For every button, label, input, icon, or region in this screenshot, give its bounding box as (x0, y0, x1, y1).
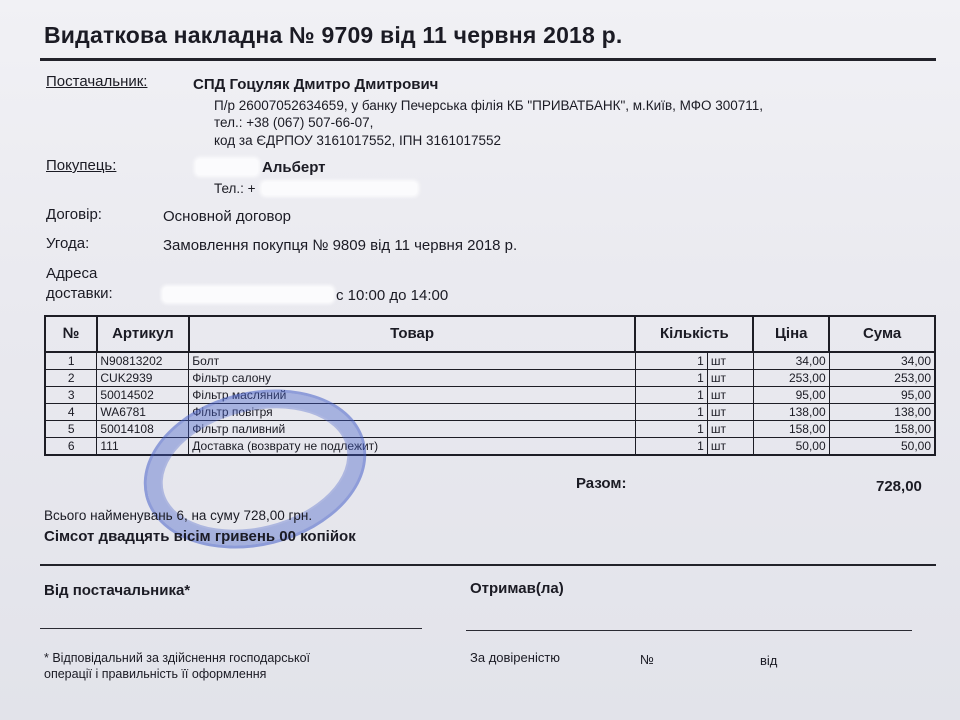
cell-unit: шт (707, 370, 753, 387)
cell-qty: 1 (635, 370, 707, 387)
cell-sku: CUK2939 (97, 370, 189, 387)
buyer-label: Покупець: (46, 157, 117, 174)
cell-sku: 50014108 (97, 421, 189, 438)
supplier-bank-line: П/р 26007052634659, у банку Печерська філія КБ "ПРИВАТБАНК", м.Київ, МФО 300711, (214, 98, 764, 113)
proxy-label: За довіреністю (470, 650, 561, 665)
cell-num: 6 (45, 438, 97, 456)
cell-num: 2 (45, 370, 97, 387)
cell-unit: шт (707, 387, 753, 404)
summary-divider (40, 564, 936, 566)
buyer-name: Альберт (262, 159, 326, 176)
footnote-line2: операції і правильність її оформлення (44, 667, 267, 681)
cell-num: 1 (45, 352, 97, 370)
from-supplier-label: Від постачальника* (44, 582, 191, 599)
table-row (45, 404, 935, 421)
redacted-phone (262, 182, 417, 195)
cell-sku: WA6781 (97, 404, 189, 421)
supplier-codes-line: код за ЄДРПОУ 3161017552, ІПН 3161017552 (214, 133, 502, 148)
header-quantity: Кількість (635, 316, 753, 352)
table-row (45, 387, 935, 404)
cell-price: 253,00 (753, 370, 829, 387)
cell-unit: шт (707, 438, 753, 456)
cell-sum: 253,00 (829, 370, 935, 387)
cell-sku: N90813202 (97, 352, 189, 370)
cell-product: Фільтр масляний (189, 387, 636, 404)
address-label-line1: Адреса (46, 265, 98, 282)
cell-product: Фільтр повітря (189, 404, 636, 421)
redacted-address (163, 287, 333, 302)
table-header-row (45, 316, 935, 352)
cell-unit: шт (707, 352, 753, 370)
cell-qty: 1 (635, 421, 707, 438)
cell-sum: 50,00 (829, 438, 935, 456)
total-value: 728,00 (876, 478, 922, 495)
cell-sum: 138,00 (829, 404, 935, 421)
buyer-phone-label: Тел.: + (214, 181, 256, 196)
receiver-signature-line (466, 630, 912, 631)
cell-sku: 50014502 (97, 387, 189, 404)
cell-unit: шт (707, 421, 753, 438)
contract-value: Основной договор (163, 208, 291, 225)
cell-qty: 1 (635, 404, 707, 421)
address-value: с 10:00 до 14:00 (336, 287, 449, 304)
supplier-phone-line: тел.: +38 (067) 507-66-07, (214, 115, 374, 130)
cell-price: 138,00 (753, 404, 829, 421)
cell-qty: 1 (635, 387, 707, 404)
cell-sum: 95,00 (829, 387, 935, 404)
header-sum: Сума (829, 316, 935, 352)
total-label: Разом: (576, 475, 627, 492)
header-num: № (45, 316, 97, 352)
cell-sum: 34,00 (829, 352, 935, 370)
cell-price: 158,00 (753, 421, 829, 438)
cell-qty: 1 (635, 438, 707, 456)
cell-qty: 1 (635, 352, 707, 370)
proxy-number-label: № (640, 652, 654, 667)
redacted-surname (196, 159, 258, 175)
header-sku: Артикул (97, 316, 189, 352)
cell-product: Фільтр паливний (189, 421, 636, 438)
deal-value: Замовлення покупця № 9809 від 11 червня 2018 р. (163, 237, 518, 254)
document-title: Видаткова накладна № 9709 від 11 червня 2018 р. (44, 22, 623, 48)
cell-num: 4 (45, 404, 97, 421)
cell-num: 3 (45, 387, 97, 404)
cell-sku: 111 (97, 438, 189, 456)
supplier-label: Постачальник: (46, 73, 148, 90)
items-count-line: Всього найменувань 6, на суму 728,00 грн. (44, 508, 313, 523)
cell-product: Болт (189, 352, 636, 370)
cell-product: Фільтр салону (189, 370, 636, 387)
proxy-date-label: від (760, 653, 778, 668)
table-row (45, 352, 935, 370)
cell-product: Доставка (возврату не подлежит) (189, 438, 636, 456)
contract-label: Договір: (46, 206, 102, 223)
footnote-line1: * Відповідальний за здійснення господарської (44, 651, 311, 665)
supplier-name: СПД Гоцуляк Дмитро Дмитрович (193, 76, 439, 93)
cell-price: 50,00 (753, 438, 829, 456)
header-price: Ціна (753, 316, 829, 352)
address-label-line2: доставки: (46, 285, 113, 302)
deal-label: Угода: (46, 235, 90, 252)
cell-sum: 158,00 (829, 421, 935, 438)
title-divider (40, 58, 936, 61)
supplier-signature-line (40, 628, 422, 629)
received-by-label: Отримав(ла) (470, 580, 564, 597)
header-product: Товар (189, 316, 636, 352)
cell-num: 5 (45, 421, 97, 438)
total-in-words: Сімсот двадцять вісім гривень 00 копійок (44, 528, 356, 545)
cell-price: 34,00 (753, 352, 829, 370)
cell-unit: шт (707, 404, 753, 421)
cell-price: 95,00 (753, 387, 829, 404)
table-row (45, 370, 935, 387)
